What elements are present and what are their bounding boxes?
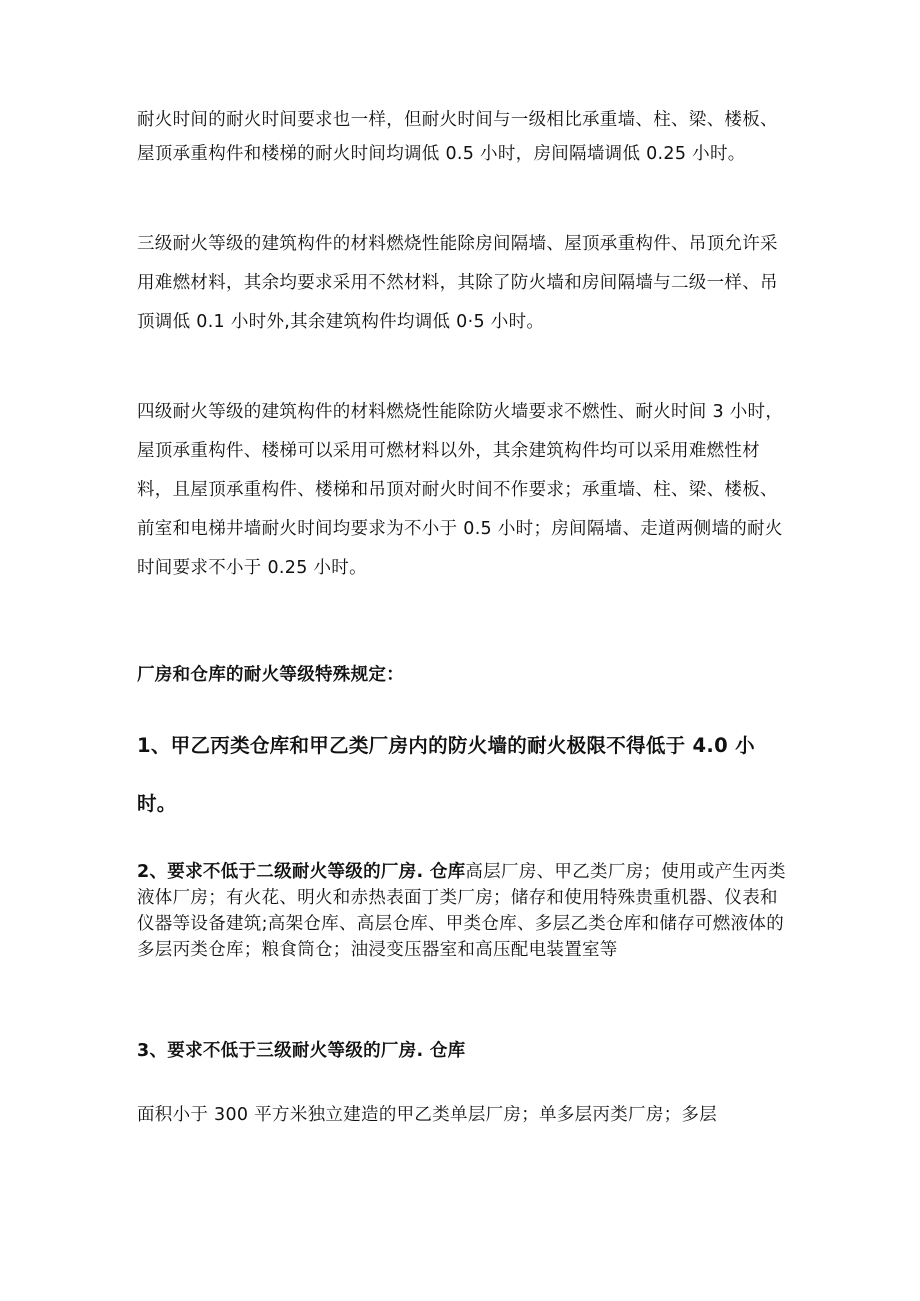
rule-2-heading: 2、要求不低于二级耐火等级的厂房. 仓库 — [137, 862, 466, 882]
rule-2-second-grade-buildings — [137, 859, 787, 963]
rule-2-body: 高层厂房、甲乙类厂房；使用或产生丙类液体厂房；有火花、明火和赤热表面丁类厂房；储存和使用特殊贵重机器、仪表和仪器等设备建筑;高架仓库、高层仓库、甲类仓库、多层乙类仓库和储存可燃液体的多层丙类仓库；粮食筒仓；油浸变压器室和高压配电装置室等 — [137, 862, 786, 960]
paragraph-second-grade-fire-resistance: 耐火时间的耐火时间要求也一样，但耐火时间与一级相比承重墙、柱、梁、楼板、屋顶承重构件和楼梯的耐火时间均调低 0.5 小时，房间隔墙调低 0.25 小时。 — [137, 110, 778, 164]
rule-1-firewall-limit: 1、甲乙丙类仓库和甲乙类厂房内的防火墙的耐火极限不得低于 4.0 小时。 — [137, 734, 755, 815]
rule-3-heading: 3、要求不低于三级耐火等级的厂房. 仓库 — [137, 1041, 466, 1061]
paragraph-third-grade-fire-resistance: 三级耐火等级的建筑构件的材料燃烧性能除房间隔墙、屋顶承重构件、吊顶允许采用难燃材料，其余均要求采用不然材料，其除了防火墙和房间隔墙与二级一样、吊顶调低 0.1 小时外,其余建筑构件均调低 0·5 小时。 — [137, 234, 778, 332]
paragraph-fourth-grade-fire-resistance: 四级耐火等级的建筑构件的材料燃烧性能除防火墙要求不燃性、耐火时间 3 小时，屋顶承重构件、楼梯可以采用可燃材料以外，其余建筑构件均可以采用难燃性材料，且屋顶承重构件、楼梯和吊顶对耐火时间不作要求；承重墙、柱、梁、楼板、前室和电梯井墙耐火时间均要求为不小于 0.5 小时；房间隔墙、走道两侧墙的耐火时间要求不小于 0.25 小时。 — [137, 402, 784, 578]
section-heading-special-rules: 厂房和仓库的耐火等级特殊规定： — [137, 665, 404, 685]
paragraph-third-grade-buildings: 面积小于 300 平方米独立建造的甲乙类单层厂房；单多层丙类厂房；多层 — [137, 1105, 718, 1125]
